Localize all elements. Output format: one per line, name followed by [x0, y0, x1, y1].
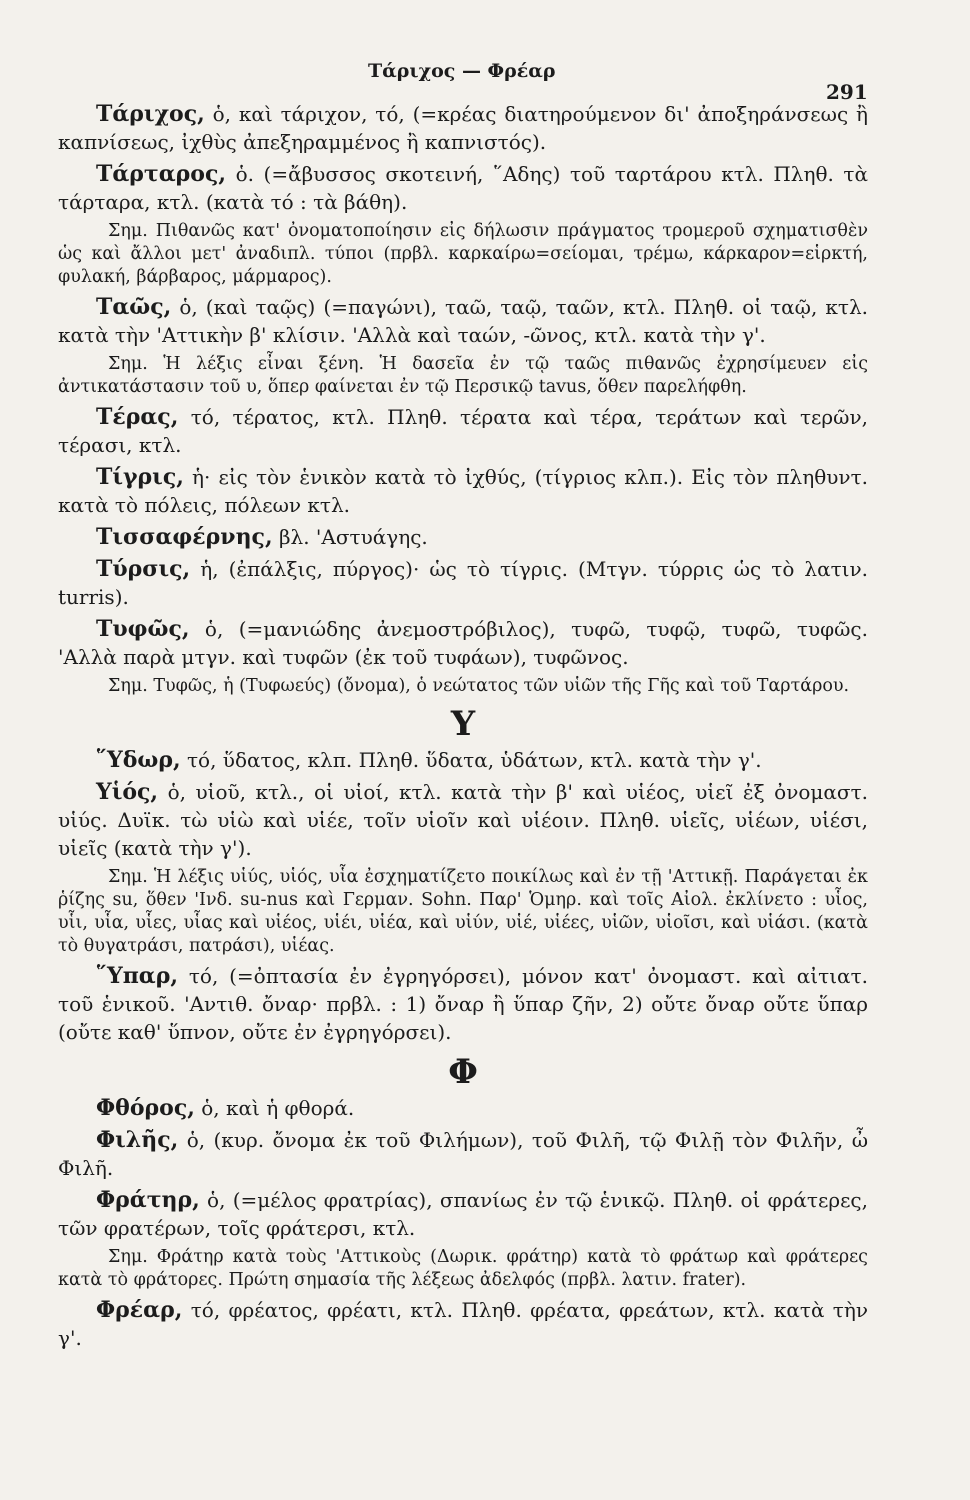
entry-text: ὁ, (κυρ. ὄνομα ἐκ τοῦ Φιλήμων), τοῦ Φιλῆ, τῷ Φιλῇ τὸν Φιλῆν, ὦ Φιλῆ.	[58, 1128, 868, 1180]
entry-headword: ῞Υπαρ,	[96, 963, 179, 989]
entry-text: ὁ, υἱοῦ, κτλ., οἱ υἱοί, κτλ. κατὰ τὴν β' καὶ υἱέος, υἱεῖ ἐξ ὀνομαστ. υἱύς. Δυϊκ. τὼ υἱὼ καὶ υἱέε, τοῖν υἱοῖν καὶ υἱέοιν. Πληθ. υἱεῖς, υἱέων, υἱέσι, υἱεῖς (κατὰ τὴν γ').	[58, 780, 868, 860]
dictionary-entry	[58, 100, 868, 156]
entry-text: τό, (=ὀπτασία ἐν ἐγρηγόρσει), μόνον κατ' ὀνομαστ. καὶ αἰτιατ. τοῦ ἑνικοῦ. 'Αντιθ. ὄναρ· πρβλ. : 1) ὄναρ ἢ ὕπαρ ζῆν, 2) οὔτε ὄναρ οὔτε ὕπαρ (οὔτε καθ' ὕπνον, οὔτε ἐν ἐγρηγόρσει).	[58, 964, 868, 1044]
entry-note: Σημ. Πιθανῶς κατ' ὀνοματοποίησιν εἰς δήλωσιν πράγματος τρομεροῦ σχηματισθὲν ὡς καὶ ἄλλοι μετ' ἀναδιπλ. τύποι (πρβλ. καρκαίρω=σείομαι, τρέμω, κάρκαρον=εἱρκτή, φυλακή, βάρβαρος, μάρμαρος).	[58, 221, 868, 287]
entry-text: ὁ, καὶ τάριχον, τό, (=κρέας διατηρούμενον δι' ἀποξηράνσεως ἢ καπνίσεως, ἰχθὺς ἀπεξηραμμένος ἢ καπνιστός).	[58, 102, 868, 154]
dictionary-entry	[58, 293, 868, 349]
entry-text: ἡ, (ἐπάλξις, πύργος)· ὡς τὸ τίγρις. (Μτγν. τύρρις ὡς τὸ λατιν. turris).	[58, 557, 868, 609]
entry-headword: Φράτηρ,	[96, 1187, 200, 1213]
entry-text: ὁ, (καὶ ταῷς) (=παγώνι), ταῶ, ταῷ, ταῶν, κτλ. Πληθ. οἱ ταῷ, κτλ. κατὰ τὴν 'Αττικὴν β' κλίσιν. 'Αλλὰ καὶ ταών, -ῶνος, κτλ. κατὰ τὴν γ'.	[58, 295, 868, 347]
dictionary-body	[58, 100, 868, 1356]
entry-headword: Υἱός,	[96, 779, 159, 805]
running-head: Τάριχος — Φρέαρ	[368, 60, 556, 82]
entry-headword: Τάρταρος,	[96, 161, 227, 187]
entry-text: ἡ· εἰς τὸν ἑνικὸν κατὰ τὸ ἰχθύς, (τίγριος κλπ.). Εἰς τὸν πληθυντ. κατὰ τὸ πόλεις, πόλεων κτλ.	[58, 465, 868, 517]
entry-note: Σημ. Ἡ λέξις υἱύς, υἱός, υἷα ἐσχηματίζετο ποικίλως καὶ ἐν τῇ 'Αττικῇ. Παράγεται ἐκ ῥίζης su, ὅθεν 'Ινδ. su-nus καὶ Γερμαν. Sohn. Παρ' Ὁμηρ. καὶ τοῖς Αἰολ. ἐκλίνετο : υἷος, υἷι, υἷα, υἷες, υἷας καὶ υἱέος, υἱέι, υἱέα, καὶ υἱύν, υἱέ, υἱέες, υἱῶν, υἱοῖσι, καὶ υἱάσι. (κατὰ τὸ θυγατράσι, πατράσι), υἱέας.	[58, 867, 868, 956]
entry-headword: Φθόρος,	[96, 1095, 195, 1121]
entry-note: Σημ. Φράτηρ κατὰ τοὺς 'Αττικοὺς (Δωρικ. φράτηρ) κατὰ τὸ φράτωρ καὶ φράτερες κατὰ τὸ φράτορες. Πρώτη σημασία τῆς λέξεως ἀδελφός (πρβλ. λατιν. frater).	[58, 1247, 868, 1290]
dictionary-entry	[58, 1296, 868, 1352]
entry-headword: Ταῶς,	[96, 294, 172, 320]
dictionary-entry	[58, 1186, 868, 1242]
entry-headword: Φιλῆς,	[96, 1127, 179, 1153]
entry-headword: Τυφῶς,	[96, 616, 190, 642]
page-number: 291	[826, 80, 868, 104]
entry-headword: ῞Υδωρ,	[96, 747, 181, 773]
entry-note: Σημ. Τυφῶς, ἡ (Τυφωεύς) (ὄνομα), ὁ νεώτατος τῶν υἱῶν τῆς Γῆς καὶ τοῦ Ταρτάρου.	[108, 676, 850, 696]
page-header	[0, 58, 970, 104]
section-letter: Υ	[450, 704, 476, 744]
dictionary-entry	[58, 746, 868, 774]
dictionary-entry	[58, 555, 868, 611]
dictionary-entry	[58, 160, 868, 216]
entry-text: ὁ, (=μανιώδης ἀνεμοστρόβιλος), τυφῶ, τυφῷ, τυφῶ, τυφῶς. 'Αλλὰ παρὰ μτγν. καὶ τυφῶν (ἐκ τοῦ τυφάων), τυφῶνος.	[58, 617, 868, 669]
section-letter: Φ	[448, 1052, 478, 1092]
entry-text: τό, τέρατος, κτλ. Πληθ. τέρατα καὶ τέρα, τεράτων καὶ τερῶν, τέρασι, κτλ.	[58, 405, 868, 457]
entry-text: ὁ, (=μέλος φρατρίας), σπανίως ἐν τῷ ἑνικῷ. Πληθ. οἱ φράτερες, τῶν φρατέρων, τοῖς φράτερσι, κτλ.	[58, 1188, 868, 1240]
dictionary-entry	[58, 778, 868, 862]
dictionary-entry	[58, 1126, 868, 1182]
entry-headword: Τίγρις,	[96, 464, 184, 490]
dictionary-entry	[58, 403, 868, 459]
entry-text: τό, ὕδατος, κλπ. Πληθ. ὕδατα, ὑδάτων, κτλ. κατὰ τὴν γ'.	[180, 748, 762, 772]
dictionary-entry	[58, 523, 868, 551]
entry-text: βλ. 'Αστυάγης.	[272, 525, 428, 549]
entry-text: ὁ. (=ἄβυσσος σκοτεινή, ῞Αδης) τοῦ ταρτάρου κτλ. Πληθ. τὰ τάρταρα, κτλ. (κατὰ τό : τὰ βάθη).	[58, 162, 868, 214]
entry-text: τό, φρέατος, φρέατι, κτλ. Πληθ. φρέατα, φρεάτων, κτλ. κατὰ τὴν γ'.	[58, 1298, 868, 1350]
entry-headword: Τισσαφέρνης,	[96, 524, 273, 550]
dictionary-entry	[58, 1094, 868, 1122]
dictionary-entry	[58, 463, 868, 519]
entry-headword: Φρέαρ,	[96, 1297, 183, 1323]
dictionary-entry	[58, 615, 868, 671]
entry-headword: Τέρας,	[96, 404, 179, 430]
entry-headword: Τάριχος,	[96, 101, 205, 127]
dictionary-entry	[58, 962, 868, 1046]
entry-headword: Τύρσις,	[96, 556, 191, 582]
entry-note: Σημ. Ἡ λέξις εἶναι ξένη. Ἡ δασεῖα ἐν τῷ ταῶς πιθανῶς ἐχρησίμευεν εἰς ἀντικατάστασιν τοῦ υ, ὅπερ φαίνεται ἐν τῷ Περσικῷ tavus, ὅθεν παρελήφθη.	[58, 354, 868, 397]
entry-text: ὁ, καὶ ἡ φθορά.	[194, 1096, 355, 1120]
